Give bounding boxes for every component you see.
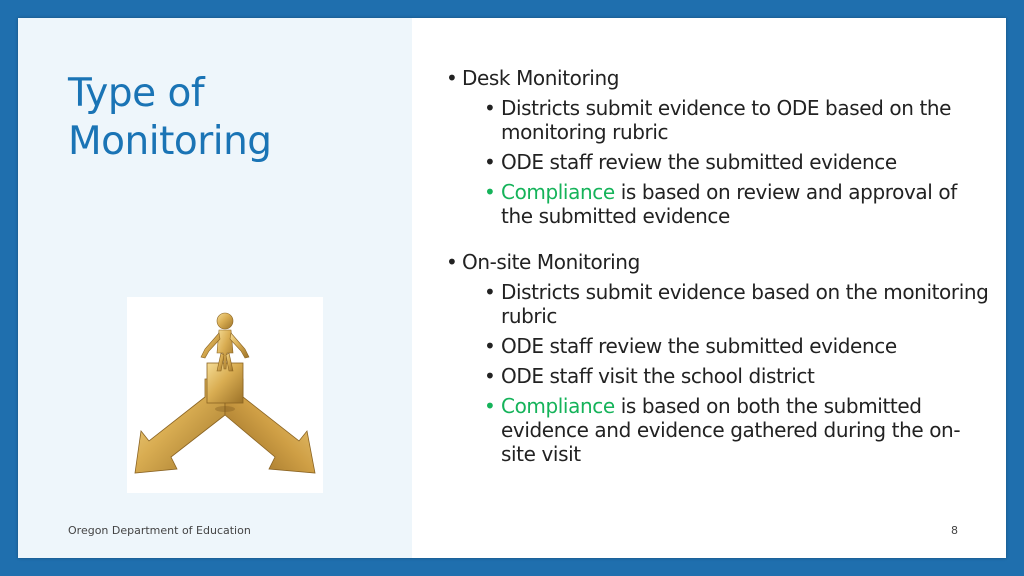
bullet-heading	[442, 66, 992, 90]
page-number: 8	[951, 524, 958, 537]
bullet-icon: •	[484, 150, 496, 174]
title-line-2: Monitoring	[68, 119, 272, 164]
slide-title	[68, 70, 272, 166]
list-item	[442, 180, 992, 228]
section-onsite-monitoring	[442, 250, 992, 466]
bullet-text: Desk Monitoring	[462, 66, 620, 90]
bullet-icon: •	[484, 96, 496, 120]
footer-organization: Oregon Department of Education	[68, 524, 251, 537]
list-item	[442, 364, 992, 388]
section-desk-monitoring	[442, 66, 992, 228]
crossroads-figure-image	[127, 297, 323, 493]
list-item	[442, 280, 992, 328]
bullet-icon: •	[484, 334, 496, 358]
bullet-text: ODE staff review the submitted evidence	[501, 150, 897, 174]
list-item	[442, 394, 992, 466]
bullet-text: ODE staff visit the school district	[501, 364, 815, 388]
title-line-1: Type of	[68, 71, 205, 116]
compliance-highlight: Compliance	[501, 180, 615, 204]
bullet-icon: •	[484, 364, 496, 388]
bullet-text: is based on review and approval of the submitted evidence	[501, 180, 957, 228]
bullet-text: is based on both the submitted evidence and evidence gathered during the on-site visit	[501, 394, 961, 466]
slide	[18, 18, 1006, 558]
bullet-icon: •	[446, 66, 458, 90]
bullet-heading	[442, 250, 992, 274]
bullet-icon: •	[484, 280, 496, 304]
bullet-text: On-site Monitoring	[462, 250, 640, 274]
list-item	[442, 96, 992, 144]
bullet-icon: •	[484, 180, 496, 204]
left-panel	[18, 18, 412, 558]
bullet-icon: •	[446, 250, 458, 274]
bullet-content	[442, 66, 992, 472]
list-item	[442, 334, 992, 358]
golden-figure-split-arrows-icon	[127, 297, 323, 493]
bullet-icon: •	[484, 394, 496, 418]
bullet-text: Districts submit evidence to ODE based on the monitoring rubric	[501, 96, 952, 144]
bullet-text: Districts submit evidence based on the monitoring rubric	[501, 280, 989, 328]
list-item	[442, 150, 992, 174]
bullet-text: ODE staff review the submitted evidence	[501, 334, 897, 358]
compliance-highlight: Compliance	[501, 394, 615, 418]
